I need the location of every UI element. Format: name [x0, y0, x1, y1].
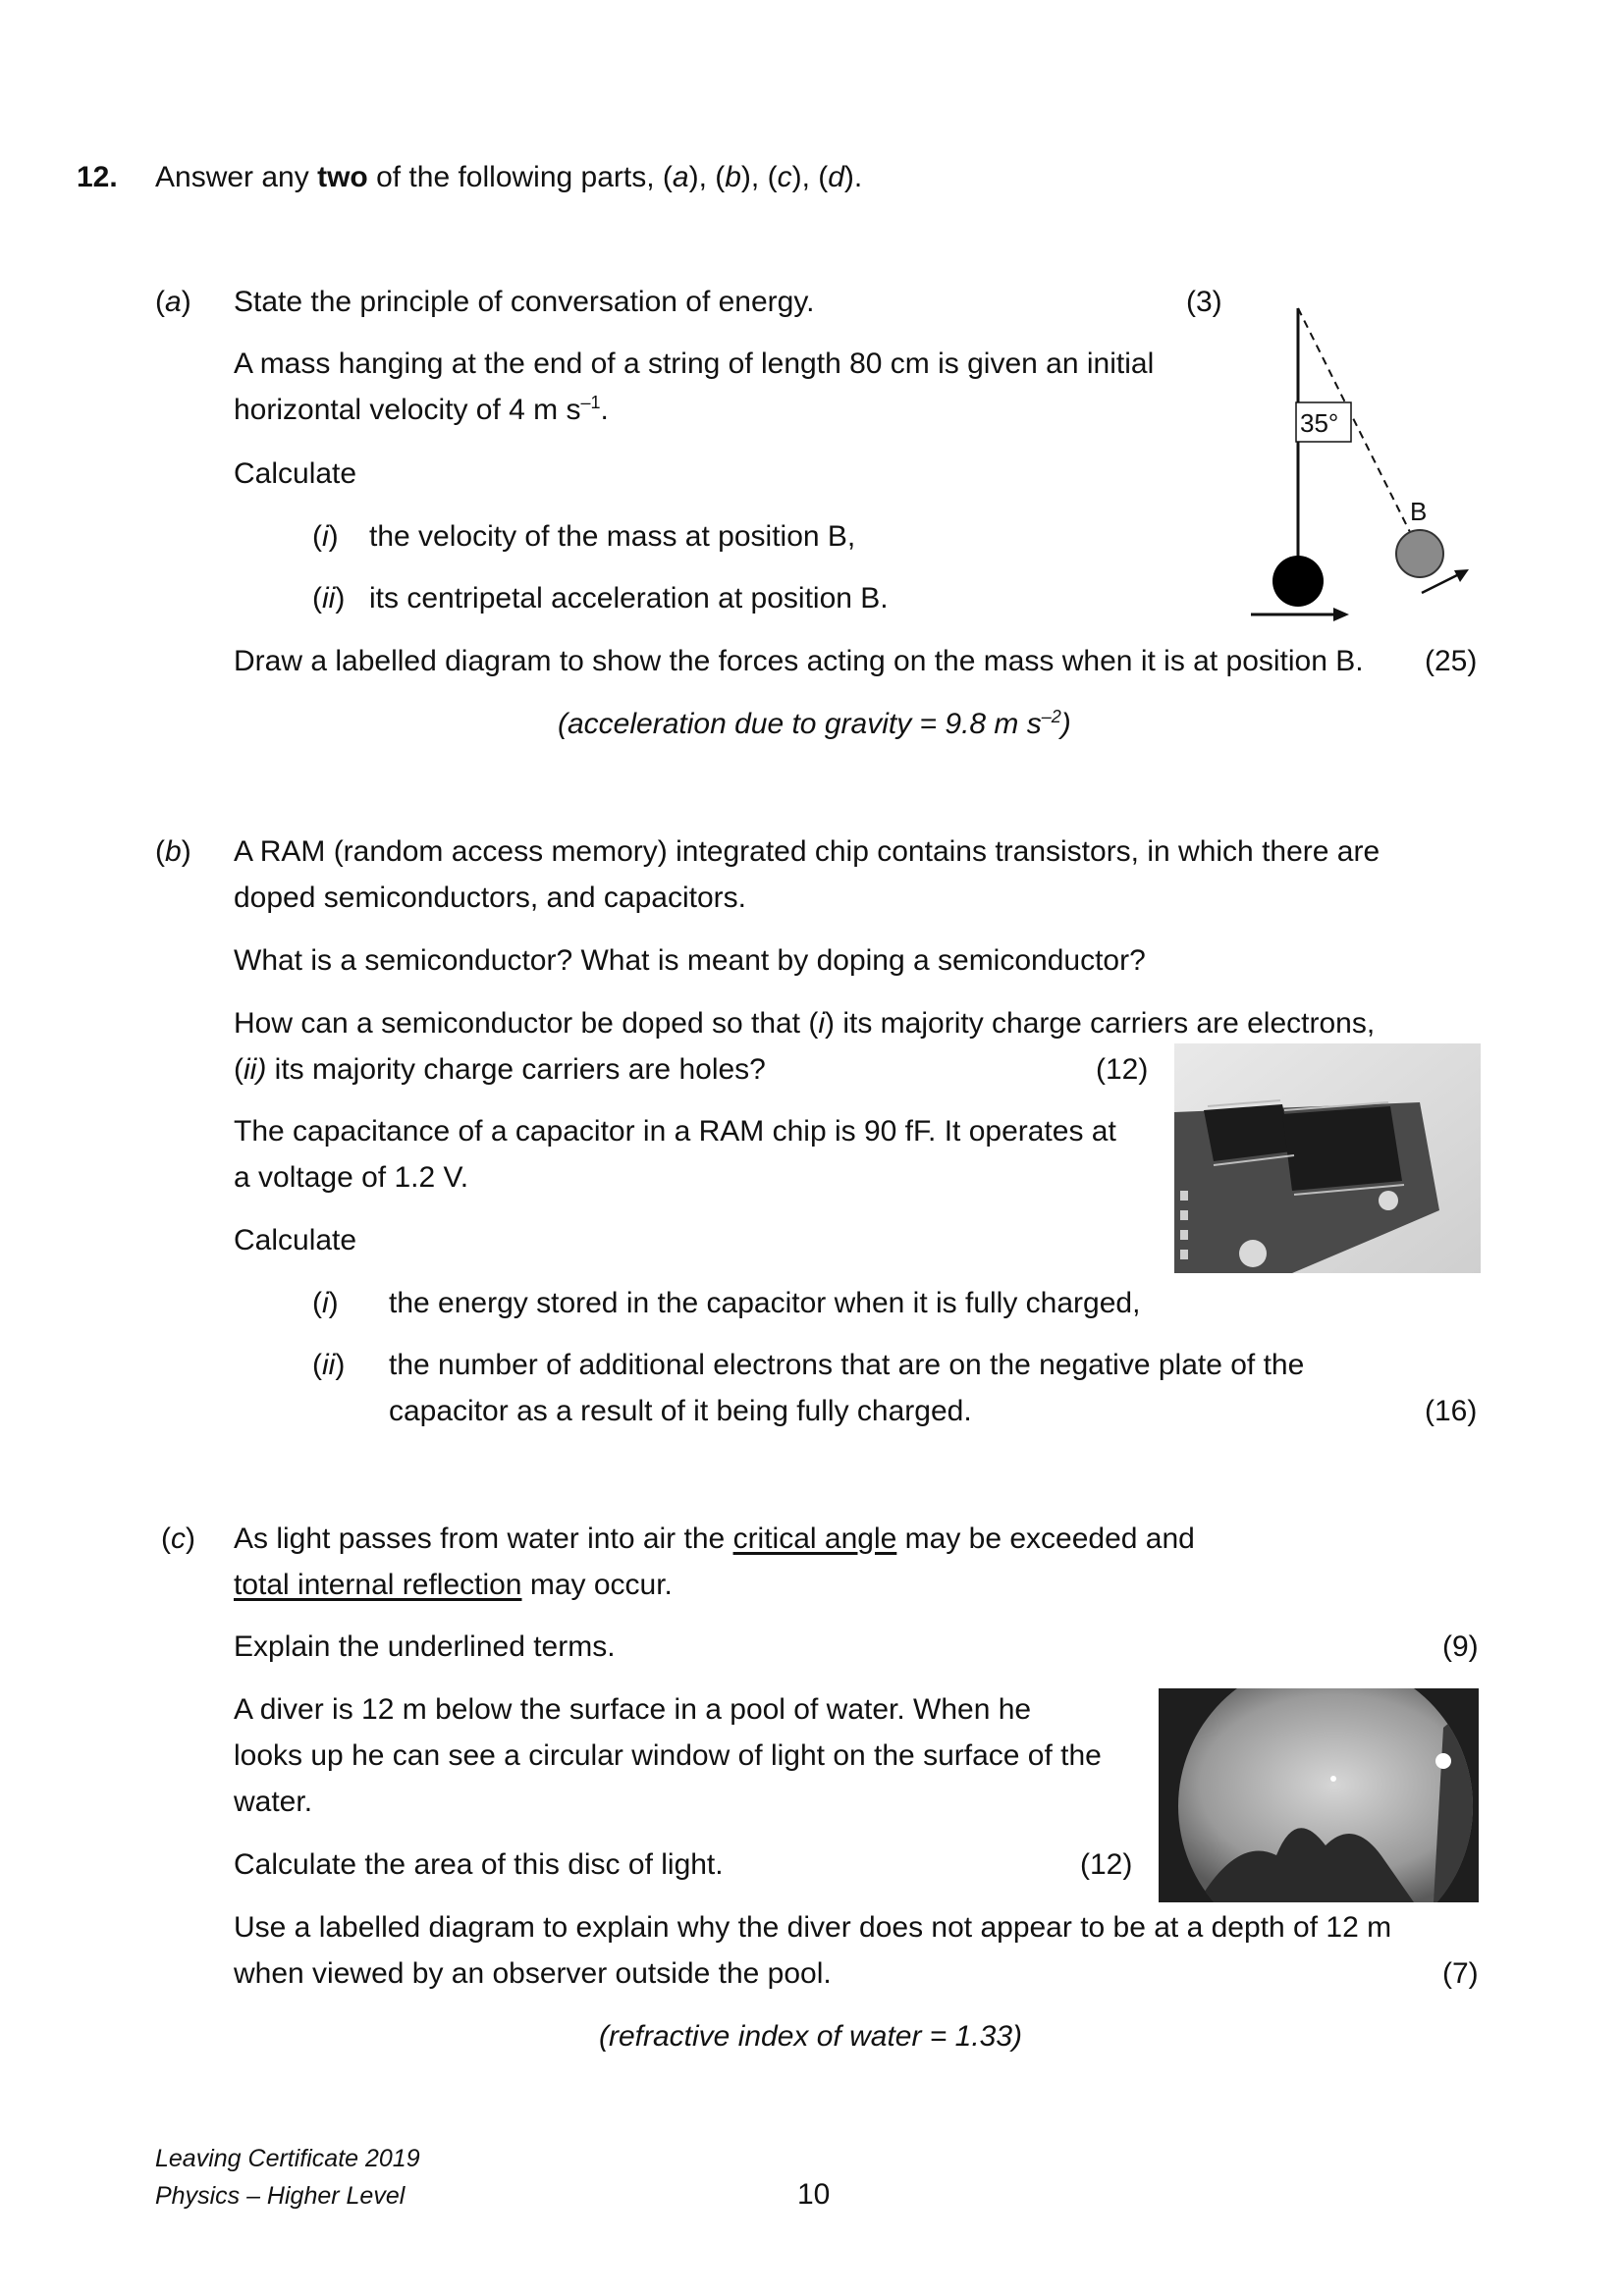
part-a-mark2: (25): [1425, 645, 1478, 677]
part-b-mark1: (12): [1096, 1053, 1149, 1086]
part-c-line5: Calculate the area of this disc of light.: [234, 1848, 724, 1881]
part-a-line1: State the principle of conversation of energy.: [234, 286, 815, 318]
part-c-line3: Explain the underlined terms.: [234, 1630, 616, 1663]
part-b-ii-text-b: capacitor as a result of it being fully charged.: [389, 1395, 972, 1427]
ram-chip-1: [1204, 1104, 1292, 1161]
part-a-ii-text: its centripetal acceleration at position B.: [369, 582, 889, 614]
question-intro: Answer any two of the following parts, (a), (b), (c), (d).: [155, 161, 863, 193]
part-b-line4a: The capacitance of a capacitor in a RAM chip is 90 fF. It operates at: [234, 1115, 1116, 1148]
page-number: 10: [797, 2178, 831, 2211]
part-c-label: (c): [161, 1522, 195, 1555]
part-b-ii-text-a: the number of additional electrons that are on the negative plate of the: [389, 1349, 1305, 1381]
part-a-i: (i): [312, 520, 339, 553]
part-b-line2: What is a semiconductor? What is meant by doping a semiconductor?: [234, 944, 1146, 977]
part-c-mark3: (7): [1442, 1957, 1479, 1990]
angle-label: 35°: [1300, 408, 1339, 438]
mass-at-rest: [1272, 556, 1324, 607]
part-c-mark1: (9): [1442, 1630, 1479, 1663]
footer-line1: Leaving Certificate 2019: [155, 2145, 420, 2172]
part-b-mark2: (16): [1425, 1395, 1478, 1427]
part-a-label: (a): [155, 286, 191, 318]
part-b-calculate: Calculate: [234, 1224, 357, 1256]
part-c-line1: As light passes from water into air the critical angle may be exceeded and: [234, 1522, 1195, 1555]
question-number-text: 12: [77, 161, 110, 193]
part-c-line2: total internal reflection may occur.: [234, 1569, 673, 1601]
part-b-i-text: the energy stored in the capacitor when it is fully charged,: [389, 1287, 1141, 1319]
part-a-i-text: the velocity of the mass at position B,: [369, 520, 856, 553]
part-c-line6b: when viewed by an observer outside the pool.: [234, 1957, 832, 1990]
part-c-mark2: (12): [1080, 1848, 1133, 1881]
part-c-line6a: Use a labelled diagram to explain why the diver does not appear to be at a depth of 12 m: [234, 1911, 1392, 1944]
sun: [1435, 1753, 1451, 1769]
part-c-line4a: A diver is 12 m below the surface in a pool of water. When he: [234, 1693, 1032, 1726]
pendulum-diagram: [1237, 294, 1492, 628]
mass-at-B: [1396, 530, 1443, 577]
footer-line2: Physics – Higher Level: [155, 2182, 406, 2210]
velocity-arrow-head: [1333, 608, 1349, 621]
part-b-label: (b): [155, 835, 191, 868]
part-b-i: (i): [312, 1287, 339, 1319]
part-a-ii: (ii): [312, 582, 346, 614]
snells-window-photo: [1159, 1688, 1479, 1902]
ram-chip-photo: [1174, 1043, 1481, 1273]
ram-chip-2: [1282, 1106, 1402, 1191]
position-B-label: B: [1410, 497, 1428, 526]
part-a-mark1: (3): [1186, 286, 1222, 318]
part-c-given: (refractive index of water = 1.33): [599, 2020, 1023, 2053]
part-a-line2a: A mass hanging at the end of a string of length 80 cm is given an initial: [234, 347, 1155, 380]
part-b-line4b: a voltage of 1.2 V.: [234, 1161, 469, 1194]
question-number: 12.: [77, 161, 118, 193]
part-a-line2b: horizontal velocity of 4 m $s^{-1}$.: [234, 393, 609, 426]
part-b-line1b: doped semiconductors, and capacitors.: [234, 881, 746, 914]
part-c-line4b: looks up he can see a circular window of light on the surface of the: [234, 1739, 1102, 1772]
part-c-line4c: water.: [234, 1786, 313, 1818]
part-b-ii: (ii): [312, 1349, 346, 1381]
part-a-calculate: Calculate: [234, 457, 357, 490]
part-b-line1a: A RAM (random access memory) integrated chip contains transistors, in which there are: [234, 835, 1380, 868]
part-a-draw: Draw a labelled diagram to show the forces acting on the mass when it is at position B.: [234, 645, 1364, 677]
part-b-line3a: How can a semiconductor be doped so that (i) its majority charge carriers are electrons,: [234, 1007, 1376, 1040]
part-a-given: (acceleration due to gravity = 9.8 m $s^{-2}$): [558, 707, 1071, 740]
part-b-line3b: (ii) its majority charge carriers are holes?: [234, 1053, 766, 1086]
